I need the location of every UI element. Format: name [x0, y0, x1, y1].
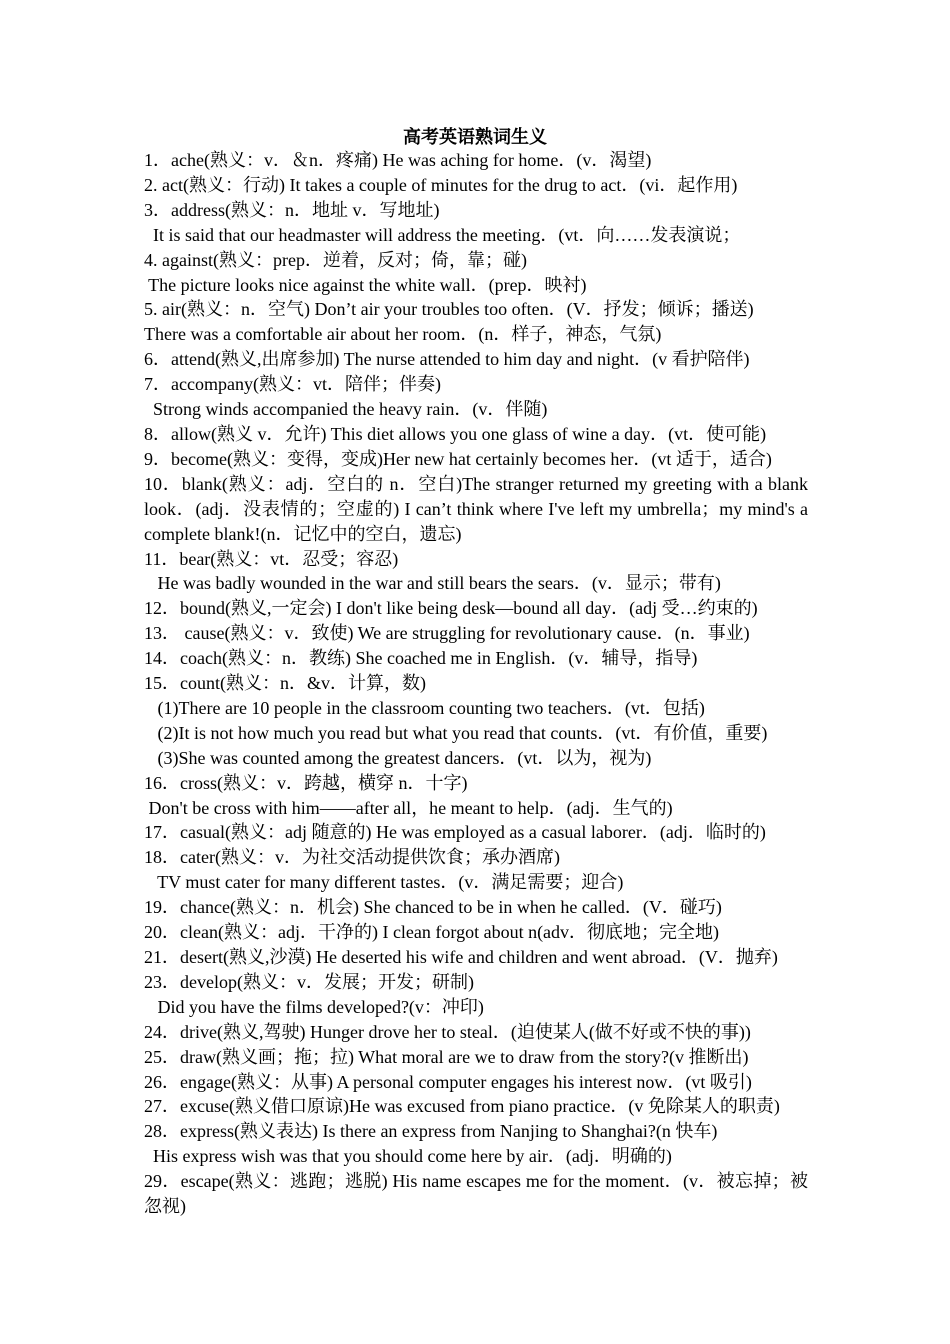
- page-title: 高考英语熟词生义: [403, 127, 547, 147]
- text-line: 13． cause(熟义：v．致使) We are struggling for revolutionary cause．(n．事业): [144, 623, 750, 644]
- text-line: 8．allow(熟义 v．允许) This diet allows you one glass of wine a day．(vt．使可能): [144, 423, 767, 444]
- text-line: There was a comfortable air about her room．(n．样子，神态，气氛): [144, 324, 662, 345]
- text-line: Strong winds accompanied the heavy rain．(v．伴随): [144, 399, 548, 420]
- text-line: 15．count(熟义：n．&v．计算，数): [144, 673, 426, 694]
- text-line: 3．address(熟义：n．地址 v．写地址): [144, 199, 440, 220]
- text-line: He was badly wounded in the war and still bears the sears．(v．显示；带有): [144, 573, 721, 594]
- text-paragraph: 10．blank(熟义：adj．空白的 n．空白)The stranger returned my greeting with a blank look．(adj．没表情的；空虚的) I can’t think where I've left my umbrella；my mind's a complete blank!(n．记忆中的空白，遗忘): [144, 473, 808, 544]
- text-line: (3)She was counted among the greatest dancers．(vt．以为，视为): [144, 747, 652, 768]
- text-line: 17．casual(熟义：adj 随意的) He was employed as a casual laborer．(adj．临时的): [144, 822, 766, 843]
- text-line: 5. air(熟义：n．空气) Don’t air your troubles too often．(V．抒发；倾诉；播送): [144, 299, 754, 320]
- text-line: 21．desert(熟义,沙漠) He deserted his wife and children and went abroad．(V．抛弃): [144, 947, 778, 967]
- text-line: (2)It is not how much you read but what you read that counts．(vt．有价值，重要): [144, 722, 768, 743]
- text-line: The picture looks nice against the white wall．(prep．映衬): [144, 274, 587, 295]
- text-line: 19．chance(熟义：n．机会) She chanced to be in when he called．(V．碰巧): [144, 897, 722, 918]
- text-line: 14．coach(熟义：n．教练) She coached me in English．(v．辅导，指导): [144, 648, 698, 669]
- text-line: 27．excuse(熟义借口原谅)He was excused from piano practice．(v 免除某人的职责): [144, 1096, 780, 1117]
- text-line: (1)There are 10 people in the classroom counting two teachers．(vt．包括): [144, 697, 705, 718]
- text-line: 25．draw(熟义画；拖；拉) What moral are we to draw from the story?(v 推断出): [144, 1046, 749, 1067]
- text-line: 24．drive(熟义,驾驶) Hunger drove her to steal．(迫使某人(做不好或不快的事)): [144, 1021, 751, 1042]
- text-line: 26．engage(熟义：从事) A personal computer engages his interest now．(vt 吸引): [144, 1071, 752, 1092]
- text-line: 28．express(熟义表达) Is there an express from Nanjing to Shanghai?(n 快车): [144, 1121, 718, 1142]
- text-line: 16．cross(熟义：v．跨越，横穿 n．十字): [144, 772, 468, 793]
- text-line: TV must cater for many different tastes．(v．满足需要；迎合): [144, 872, 624, 893]
- text-paragraph: 29．escape(熟义：逃跑；逃脱) His name escapes me for the moment．(v．被忘掉；被忽视): [144, 1171, 808, 1217]
- text-line: 4. against(熟义：prep．逆着，反对；倚，靠；碰): [144, 249, 527, 270]
- vocabulary-list: [144, 148, 808, 1219]
- text-line: 18．cater(熟义：v．为社交活动提供饮食；承办酒席): [144, 847, 560, 868]
- text-line: 20．clean(熟义：adj．干净的) I clean forgot about n(adv．彻底地；完全地): [144, 922, 720, 943]
- text-line: Don't be cross with him——after all，he meant to help．(adj．生气的): [144, 797, 673, 818]
- text-line: His express wish was that you should come here by air．(adj．明确的): [144, 1146, 672, 1167]
- text-line: 2. act(熟义：行动) It takes a couple of minutes for the drug to act．(vi．起作用): [144, 174, 738, 195]
- text-line: 6．attend(熟义,出席参加) The nurse attended to him day and night．(v 看护陪伴): [144, 349, 750, 370]
- text-line: 1．ache(熟义：v．＆n．疼痛) He was aching for home．(v．渴望): [144, 150, 652, 170]
- text-line: 9．become(熟义：变得，变成)Her new hat certainly becomes her．(vt 适于，适合): [144, 448, 772, 469]
- text-line: 7．accompany(熟义：vt．陪伴；伴奏): [144, 374, 441, 395]
- text-line: It is said that our headmaster will address the meeting．(vt．向……发表演说；: [144, 224, 741, 245]
- text-line: 11．bear(熟义：vt．忍受；容忍): [144, 548, 399, 569]
- text-line: 12．bound(熟义,一定会) I don't like being desk—bound all day．(adj 受…约束的): [144, 598, 758, 619]
- text-line: 23．develop(熟义：v．发展；开发；研制): [144, 971, 474, 992]
- text-line: Did you have the films developed?(v：冲印): [144, 996, 484, 1017]
